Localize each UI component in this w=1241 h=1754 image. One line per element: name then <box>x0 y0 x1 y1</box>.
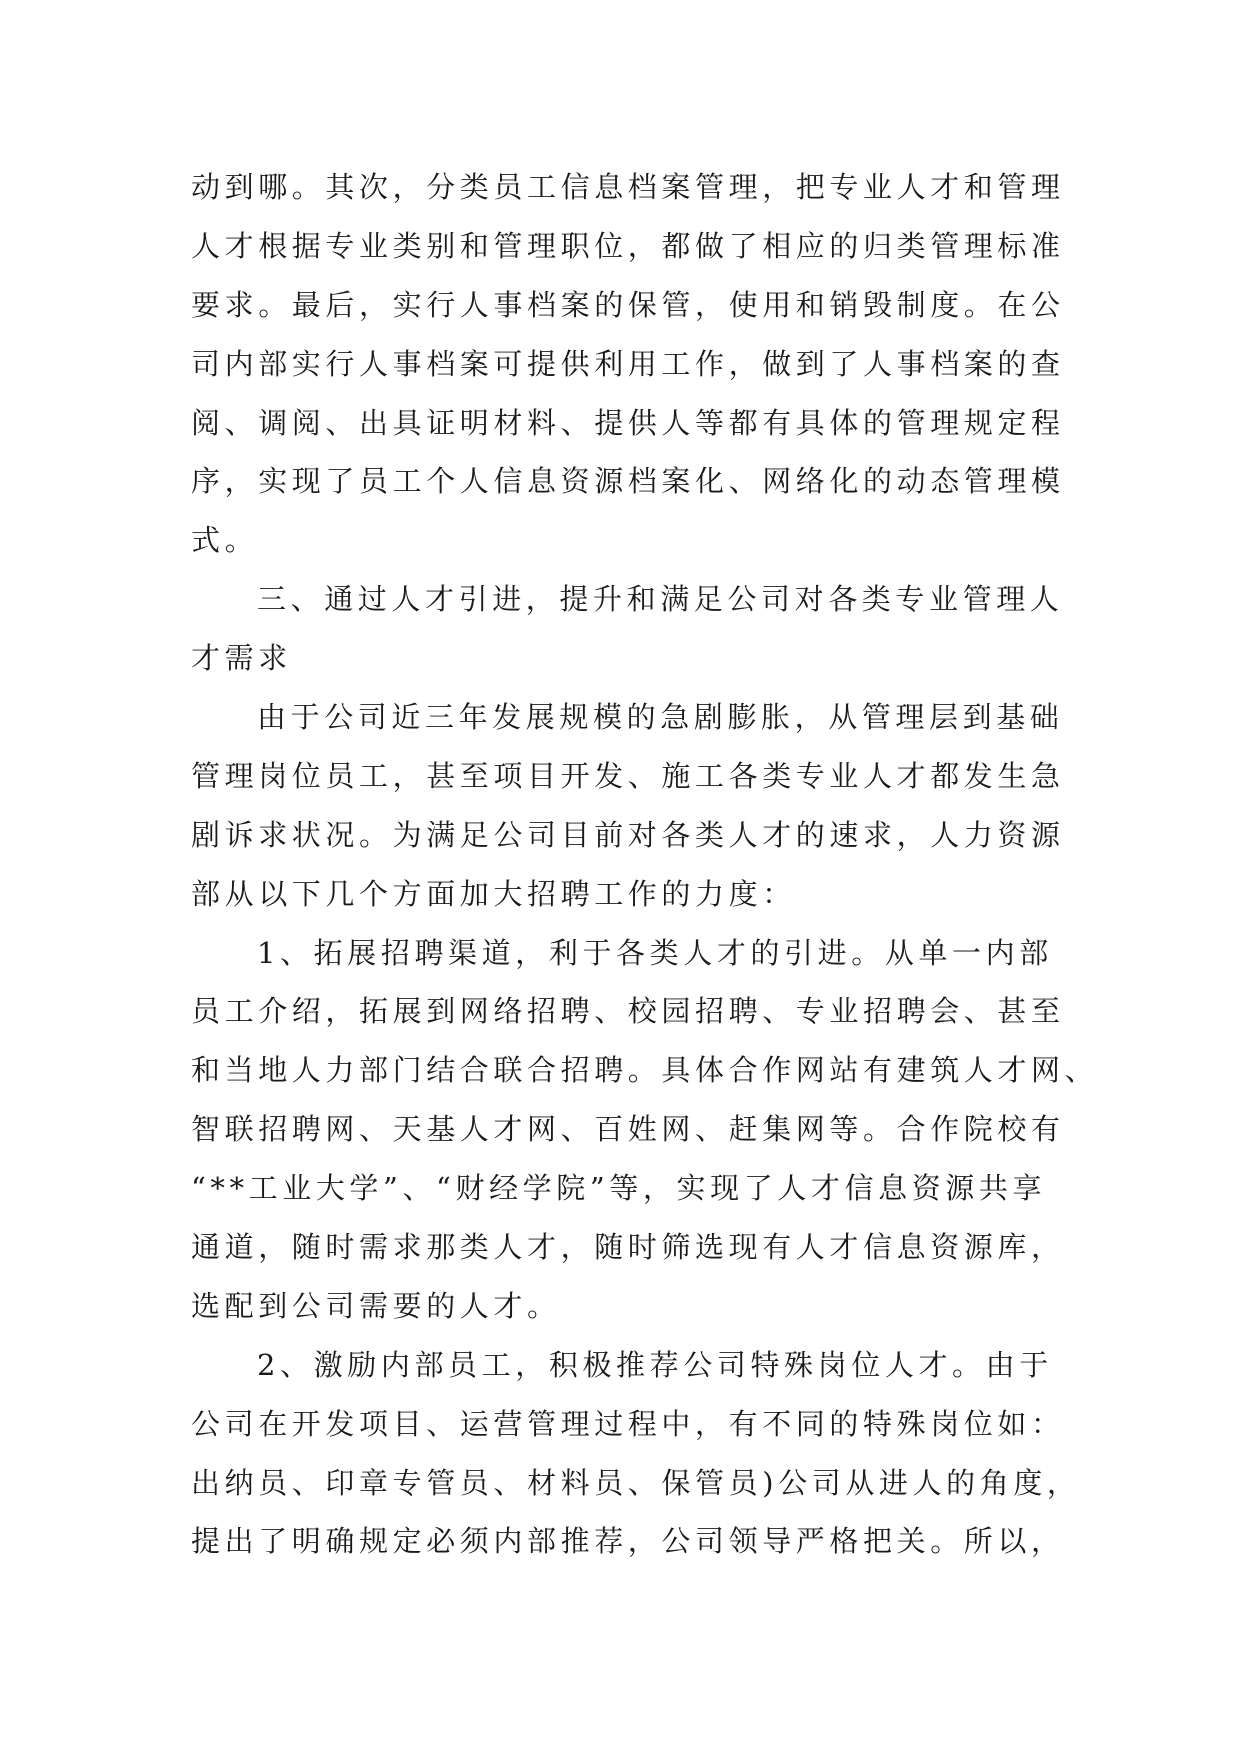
text-line: 剧诉求状况。为满足公司目前对各类人才的速求，人力资源 <box>191 817 1065 852</box>
text-line: 部从以下几个方面加大招聘工作的力度： <box>191 876 796 911</box>
text-line: 人才根据专业类别和管理职位，都做了相应的归类管理标准 <box>191 228 1065 263</box>
text-line: 智联招聘网、天基人才网、百姓网、赶集网等。合作院校有 <box>191 1112 1065 1147</box>
text-line: 员工介绍，拓展到网络招聘、校园招聘、专业招聘会、甚至 <box>191 994 1065 1029</box>
text-line: 序，实现了员工个人信息资源档案化、网络化的动态管理模 <box>191 464 1065 499</box>
text-line: 式。 <box>191 523 259 558</box>
text-line: 三、通过人才引进，提升和满足公司对各类专业管理人 <box>257 582 1064 617</box>
text-line: 1、拓展招聘渠道，利于各类人才的引进。从单一内部 <box>257 935 1053 970</box>
text-line: 要求。最后，实行人事档案的保管，使用和销毁制度。在公 <box>191 287 1065 322</box>
text-line: 由于公司近三年发展规模的急剧膨胀，从管理层到基础 <box>257 700 1064 735</box>
text-line: 公司在开发项目、运营管理过程中，有不同的特殊岗位如： <box>191 1406 1065 1441</box>
text-line: 管理岗位员工，甚至项目开发、施工各类专业人才都发生急 <box>191 758 1065 793</box>
text-line: 出纳员、印章专管员、材料员、保管员)公司从进人的角度， <box>191 1465 1081 1500</box>
text-line: 动到哪。其次，分类员工信息档案管理，把专业人才和管理 <box>191 170 1065 204</box>
text-line: “**工业大学”、“财经学院”等，实现了人才信息资源共享 <box>191 1171 1047 1206</box>
document-body <box>191 158 1099 1571</box>
text-line: 和当地人力部门结合联合招聘。具体合作网站有建筑人才网、 <box>191 1053 1099 1088</box>
text-line: 2、激励内部员工，积极推荐公司特殊岗位人才。由于 <box>257 1347 1053 1382</box>
text-line: 才需求 <box>191 641 292 676</box>
text-line: 提出了明确规定必须内部推荐，公司领导严格把关。所以， <box>191 1524 1065 1559</box>
text-line: 选配到公司需要的人才。 <box>191 1288 561 1323</box>
text-line: 司内部实行人事档案可提供利用工作，做到了人事档案的查 <box>191 346 1065 381</box>
text-line: 通道，随时需求那类人才，随时筛选现有人才信息资源库， <box>191 1230 1065 1265</box>
text-line: 阅、调阅、出具证明材料、提供人等都有具体的管理规定程 <box>191 405 1065 440</box>
